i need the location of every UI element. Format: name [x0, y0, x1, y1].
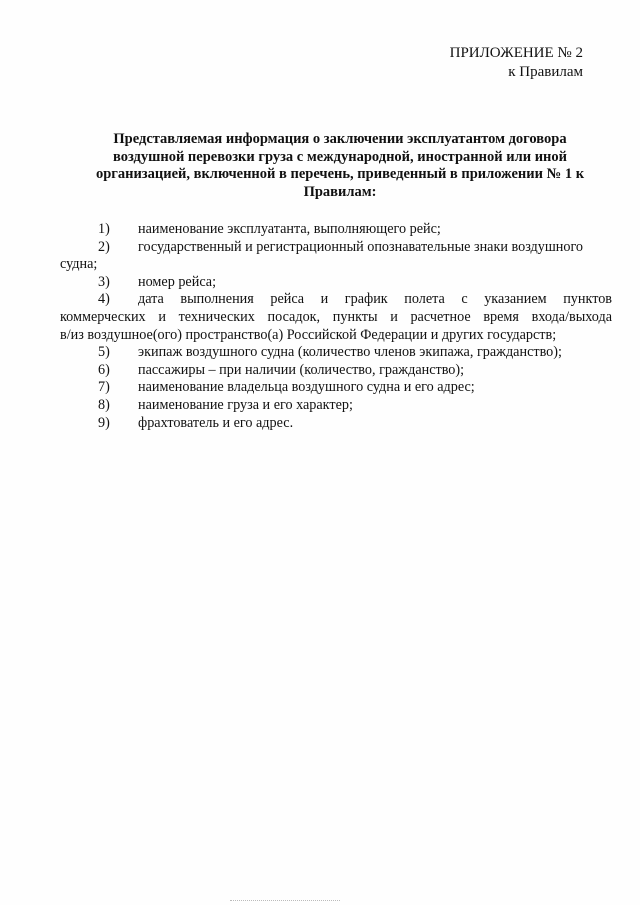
appendix-header	[450, 44, 583, 82]
item-first-line	[60, 291, 612, 309]
item-number: 2)	[98, 238, 110, 255]
list-item	[60, 221, 612, 239]
item-number: 3)	[98, 273, 110, 290]
item-text: фрахтователь и его адрес.	[138, 414, 294, 431]
item-text-continued: судна;	[60, 256, 98, 273]
item-first-line	[60, 239, 612, 257]
heading-line: воздушной перевозки груза с международной, иностранной или иной	[112, 148, 568, 165]
item-number: 4)	[98, 291, 110, 308]
item-text: наименование владельца воздушного судна и его адрес;	[138, 379, 475, 396]
item-first-line	[60, 221, 612, 239]
item-number: 1)	[98, 221, 110, 237]
item-first-line	[60, 274, 612, 292]
appendix-label: ПРИЛОЖЕНИЕ № 2	[449, 45, 583, 61]
item-first-line	[60, 397, 612, 415]
scan-edge-mark	[230, 900, 340, 903]
heading-line: Представляемая информация о заключении эксплуатантом договора	[113, 131, 567, 147]
item-text-continued: в/из воздушное(ого) пространство(а) Российской Федерации и других государств;	[60, 326, 557, 343]
item-first-line	[60, 415, 612, 433]
list-item	[60, 379, 612, 397]
item-text-continued: коммерческих и технических посадок, пункты и расчетное время входа/выхода	[60, 308, 612, 325]
list-item	[60, 274, 612, 292]
item-text: государственный и регистрационный опознавательные знаки воздушного	[138, 238, 584, 255]
item-text: наименование эксплуатанта, выполняющего рейс;	[138, 221, 441, 237]
appendix-reference: к Правилам	[508, 64, 583, 80]
list-item	[60, 291, 612, 344]
item-number: 5)	[98, 344, 110, 361]
item-text: наименование груза и его характер;	[138, 396, 353, 413]
heading-line: организацией, включенной в перечень, приведенный в приложении № 1 к	[95, 166, 585, 182]
item-number: 9)	[98, 414, 110, 431]
item-text: экипаж воздушного судна (количество членов экипажа, гражданство);	[138, 344, 562, 361]
item-text: дата выполнения рейса и график полета с указанием пунктов	[138, 291, 612, 308]
document-heading	[60, 131, 620, 201]
item-first-line	[60, 379, 612, 397]
item-text: пассажиры – при наличии (количество, гражданство);	[138, 361, 465, 378]
item-number: 8)	[98, 396, 110, 413]
item-number: 6)	[98, 361, 110, 378]
item-text: номер рейса;	[138, 273, 217, 290]
list-item	[60, 415, 612, 433]
item-number: 7)	[98, 379, 110, 396]
list-item	[60, 397, 612, 415]
item-first-line	[60, 344, 612, 362]
item-first-line	[60, 362, 612, 380]
heading-line: Правилам:	[303, 183, 377, 200]
list-item	[60, 344, 612, 362]
list-item	[60, 362, 612, 380]
list-item	[60, 239, 612, 274]
items-list	[60, 221, 612, 432]
